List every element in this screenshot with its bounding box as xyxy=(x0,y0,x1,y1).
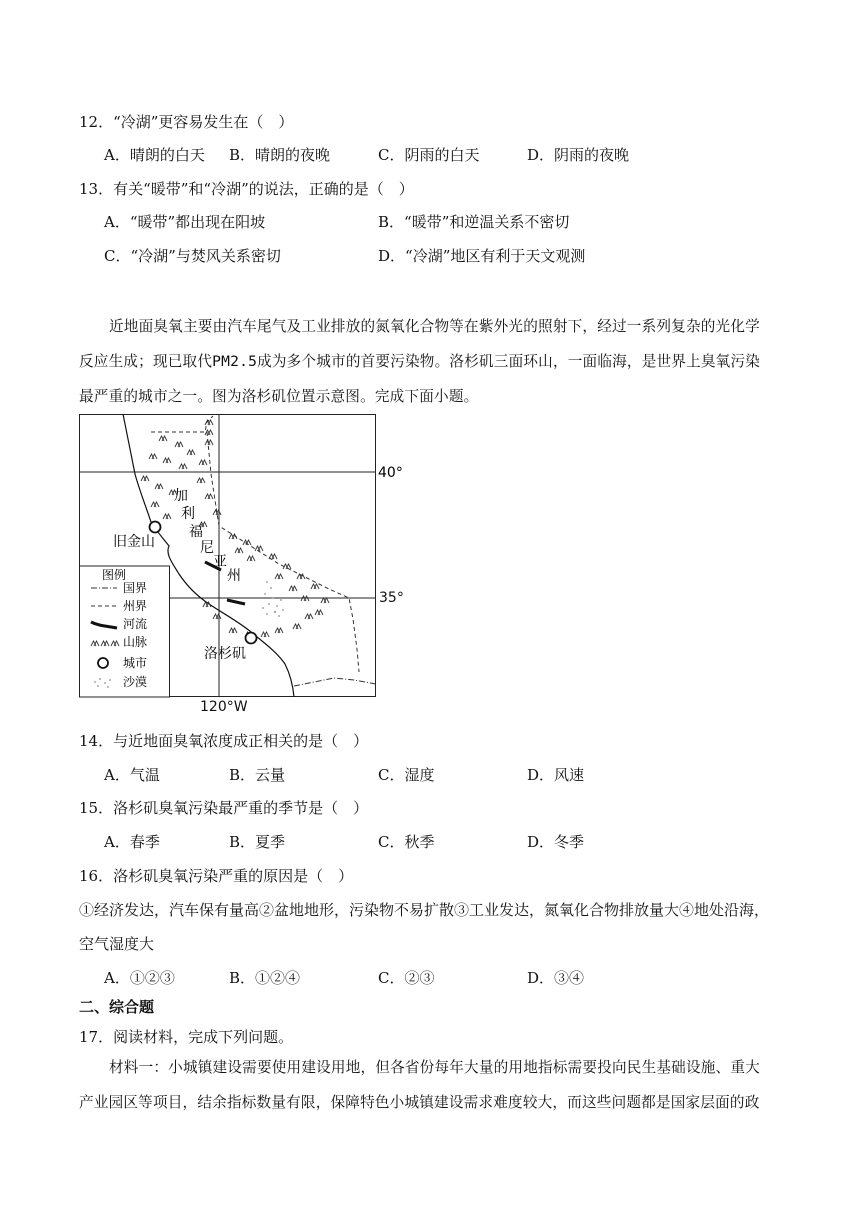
legend-city: 城市 xyxy=(123,656,148,670)
los-angeles-location-map xyxy=(79,414,404,715)
passage-line-2: 反应生成；现已取代PM2.5成为多个城市的首要污染物。洛杉矶三面环山，一面临海，是世界上臭氧污染 xyxy=(79,353,761,370)
q16-statements: ①经济发达，汽车保有量高②盆地地形，污染物不易扩散③工业发达，氮氧化合物排放量大④地处沿海， xyxy=(79,901,770,919)
state-char-3: 福 xyxy=(189,524,203,540)
legend-river: 河流 xyxy=(123,617,148,631)
q13-option-c: C．“冷湖”与焚风关系密切 xyxy=(104,247,281,265)
q13-option-a: A．“暖带”都出现在阳坡 xyxy=(104,213,266,231)
q16-statements-cont: 空气湿度大 xyxy=(79,935,155,953)
city-san-francisco xyxy=(150,522,161,533)
q17-material xyxy=(79,1050,781,1120)
state-char-1: 加 xyxy=(174,488,188,504)
q12-stem: 12．“冷湖”更容易发生在（ ） xyxy=(79,113,294,131)
passage-line-1: 近地面臭氧主要由汽车尾气及工业排放的氮氧化合物等在紫外光的照射下，经过一系列复杂的光化学 xyxy=(109,318,760,335)
q17-material-line-2: 产业园区等项目，结余指标数量有限，保障特色小城镇建设需求难度较大，而这些问题都是国家层面的政 xyxy=(79,1094,760,1111)
q16-option-b: B．①②④ xyxy=(229,969,301,987)
q16-option-a: A．①②③ xyxy=(104,969,175,987)
q15-option-d: D．冬季 xyxy=(527,833,585,851)
section-title: 二、综合题 xyxy=(79,998,155,1016)
city-los-angeles xyxy=(246,633,257,644)
q12-option-a: A．晴朗的白天 xyxy=(104,146,205,164)
passage xyxy=(79,309,781,414)
label-los-angeles: 洛杉矶 xyxy=(204,646,246,662)
q16-option-d: D．③④ xyxy=(527,969,585,987)
legend-mountain: 山脉 xyxy=(123,635,148,649)
label-san-francisco: 旧金山 xyxy=(113,534,155,550)
q16-stem: 16．洛杉矶臭氧污染严重的原因是（ ） xyxy=(79,867,354,885)
q16-option-c: C．②③ xyxy=(378,969,435,987)
lat-35-label: 35° xyxy=(379,590,404,606)
state-char-2: 利 xyxy=(181,506,195,522)
lat-40-label: 40° xyxy=(378,465,403,481)
state-char-6: 州 xyxy=(227,568,241,584)
q12-option-d: D．阴雨的夜晚 xyxy=(527,146,630,164)
q14-stem: 14．与近地面臭氧浓度成正相关的是（ ） xyxy=(79,732,369,750)
q13-option-d: D．“冷湖”地区有利于天文观测 xyxy=(378,247,586,265)
state-char-4: 尼 xyxy=(200,540,214,556)
q13-stem: 13．有关“暖带”和“冷湖”的说法，正确的是（ ） xyxy=(79,180,414,198)
legend-city-sample xyxy=(98,658,108,668)
lon-120w-label: 120°W xyxy=(200,699,248,715)
passage-line-3: 最严重的城市之一。图为洛杉矶位置示意图。完成下面小题。 xyxy=(79,388,479,405)
q14-option-b: B．云量 xyxy=(229,766,286,784)
q15-stem: 15．洛杉矶臭氧污染最严重的季节是（ ） xyxy=(79,799,369,817)
q14-option-c: C．湿度 xyxy=(378,766,435,784)
legend-desert: 沙漠 xyxy=(123,675,148,689)
q15-option-a: A．春季 xyxy=(104,833,160,851)
legend-state-border: 州界 xyxy=(123,599,148,613)
q17-stem: 17．阅读材料，完成下列问题。 xyxy=(79,1028,294,1046)
q17-material-line-1: 材料一：小城镇建设需要使用建设用地，但各省份每年大量的用地指标需要投向民生基础设施、重大 xyxy=(109,1059,760,1076)
legend-title: 图例 xyxy=(102,568,127,582)
q12-option-b: B．晴朗的夜晚 xyxy=(229,146,331,164)
q12-option-c: C．阴雨的白天 xyxy=(378,146,480,164)
q14-option-d: D．风速 xyxy=(527,766,585,784)
q14-option-a: A．气温 xyxy=(104,766,160,784)
q15-option-c: C．秋季 xyxy=(378,833,435,851)
legend-national-border: 国界 xyxy=(123,581,148,595)
state-char-5: 亚 xyxy=(213,554,227,570)
q15-option-b: B．夏季 xyxy=(229,833,286,851)
q13-option-b: B．“暖带”和逆温关系不密切 xyxy=(378,213,570,231)
